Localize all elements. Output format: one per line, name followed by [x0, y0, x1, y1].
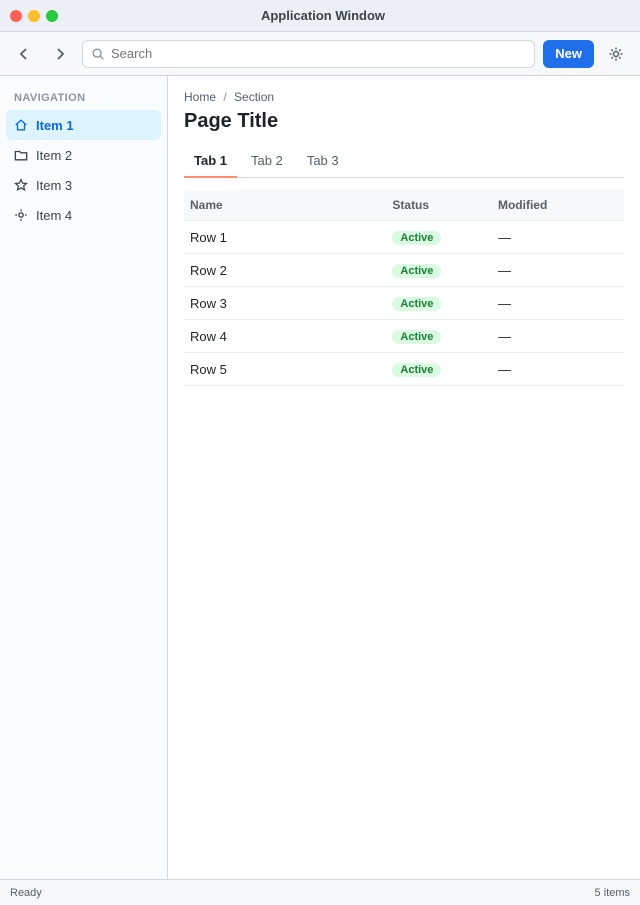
table-row[interactable] [184, 287, 624, 320]
table-cell-name: Row 2 [184, 254, 386, 287]
gear-icon [608, 46, 624, 62]
toolbar [0, 32, 640, 76]
breadcrumb-link-home[interactable]: Home [184, 90, 217, 104]
sidebar-item-label: Item 1 [36, 117, 74, 133]
table-cell-status [386, 320, 492, 353]
search-box [82, 40, 535, 68]
status-bar [0, 879, 640, 905]
table-header-row [184, 190, 624, 221]
back-button[interactable] [10, 40, 38, 68]
breadcrumb-current: Section [234, 90, 275, 104]
settings-button[interactable] [602, 40, 630, 68]
star-icon [14, 178, 28, 192]
data-table [184, 190, 624, 386]
table-cell-status [386, 287, 492, 320]
chevron-right-icon [52, 46, 68, 62]
sidebar-item-4[interactable] [6, 200, 161, 230]
status-text: Ready [10, 886, 42, 899]
table-cell-status [386, 221, 492, 254]
table-cell-name: Row 1 [184, 221, 386, 254]
table-row[interactable] [184, 353, 624, 386]
breadcrumb-separator: / [223, 90, 227, 104]
maximize-window-button[interactable] [46, 10, 58, 22]
column-header[interactable]: Modified [492, 190, 624, 221]
sidebar [0, 76, 168, 879]
folder-icon [14, 148, 28, 162]
sidebar-item-2[interactable] [6, 140, 161, 170]
table-cell-modified: — [492, 221, 624, 254]
close-window-button[interactable] [10, 10, 22, 22]
search-icon [91, 47, 105, 61]
window-title: Application Window [260, 8, 386, 23]
forward-button[interactable] [46, 40, 74, 68]
status-badge: Active [392, 297, 441, 311]
gear-icon [14, 208, 28, 222]
table-cell-modified: — [492, 320, 624, 353]
minimize-window-button[interactable] [28, 10, 40, 22]
table-cell-name: Row 4 [184, 320, 386, 353]
sidebar-item-label: Item 2 [36, 147, 73, 163]
table-cell-modified: — [492, 353, 624, 386]
new-button[interactable]: New [543, 40, 594, 68]
table-cell-name: Row 3 [184, 287, 386, 320]
title-bar [0, 0, 640, 32]
search-input[interactable] [111, 46, 526, 61]
sidebar-section-title: NAVIGATION [14, 92, 86, 104]
table-cell-status [386, 254, 492, 287]
column-header[interactable]: Status [386, 190, 492, 221]
table-row[interactable] [184, 254, 624, 287]
item-count: 5 items [594, 886, 630, 899]
table-cell-modified: — [492, 254, 624, 287]
table-cell-name: Row 5 [184, 353, 386, 386]
status-badge: Active [392, 330, 441, 344]
table-row[interactable] [184, 221, 624, 254]
content-body [0, 76, 640, 879]
column-header[interactable]: Name [184, 190, 386, 221]
tab-3[interactable]: Tab 3 [306, 153, 339, 168]
status-badge: Active [392, 231, 441, 245]
tab-1[interactable]: Tab 1 [184, 145, 237, 178]
chevron-left-icon [16, 46, 32, 62]
breadcrumb [184, 90, 624, 104]
main-content [168, 76, 640, 879]
window-controls [10, 10, 58, 22]
sidebar-item-label: Item 4 [36, 207, 73, 223]
table-cell-modified: — [492, 287, 624, 320]
page-title: Page Title [184, 110, 279, 132]
home-icon [14, 118, 28, 132]
status-badge: Active [392, 363, 441, 377]
sidebar-item-3[interactable] [6, 170, 161, 200]
table-row[interactable] [184, 320, 624, 353]
table-cell-status [386, 353, 492, 386]
tab-2[interactable]: Tab 2 [251, 153, 283, 168]
tab-bar [184, 145, 624, 178]
sidebar-item-label: Item 3 [36, 177, 73, 193]
sidebar-item-1[interactable] [6, 110, 161, 140]
status-badge: Active [392, 264, 441, 278]
